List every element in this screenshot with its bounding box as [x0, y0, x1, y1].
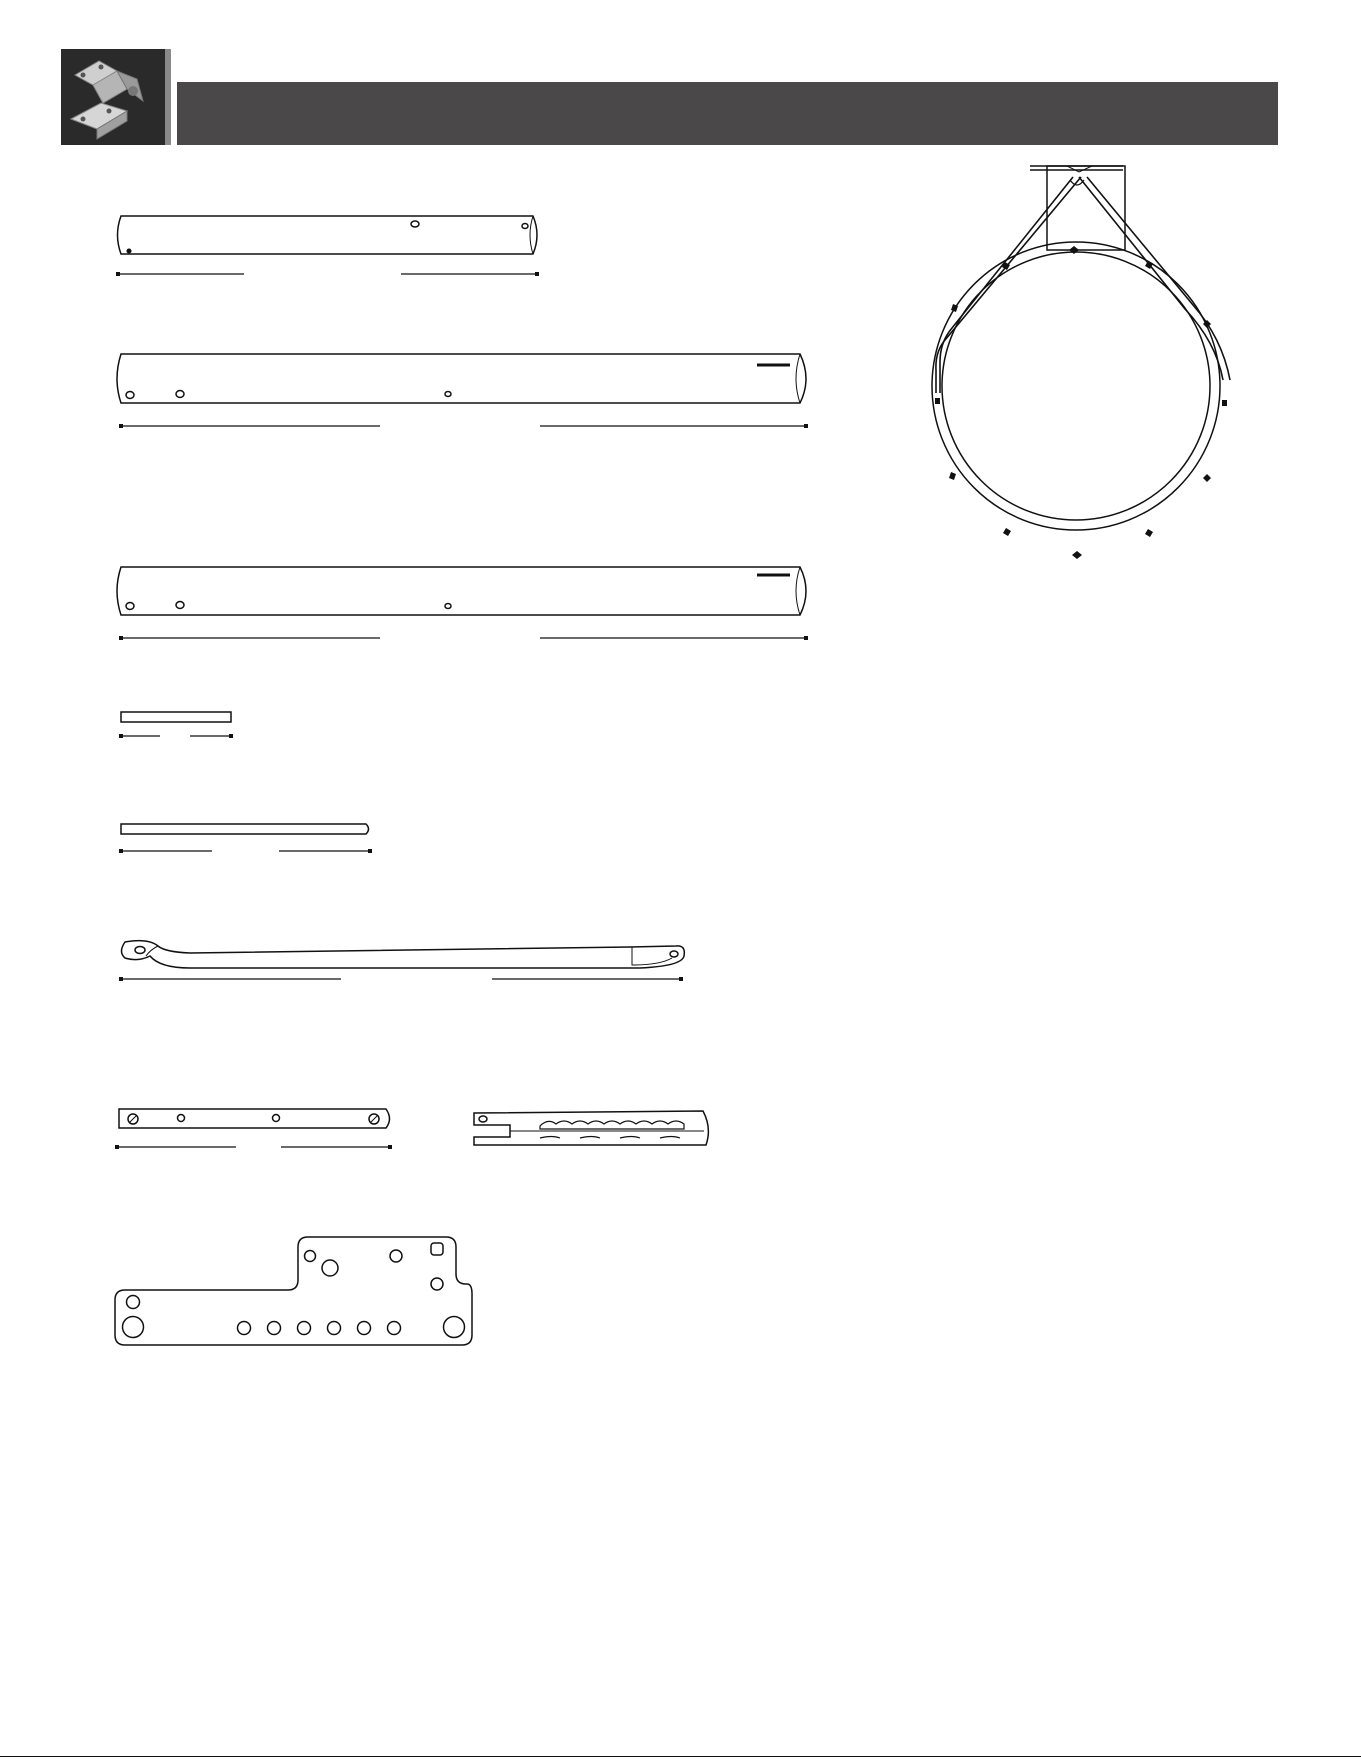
footer-rule: [0, 1756, 1361, 1757]
dimension-line-medium-rod: [119, 849, 372, 853]
dimension-line-long-tube-upper: [119, 424, 808, 428]
part-curved-arm: [122, 941, 685, 968]
part-short-tube: [118, 216, 538, 254]
dimension-line-long-tube-lower: [119, 636, 808, 640]
part-medium-rod: [121, 824, 369, 834]
dimension-line-flat-bar: [115, 1145, 392, 1149]
part-long-tube-lower: [117, 567, 806, 615]
part-flat-bar: [119, 1109, 390, 1128]
hoop-frame-assembly: [932, 166, 1230, 559]
part-short-rod: [121, 712, 231, 722]
dimension-line-short-rod: [119, 734, 233, 738]
dimension-line-curved-arm: [119, 977, 683, 981]
part-long-tube-upper: [117, 354, 806, 403]
part-slotted-bracket: [474, 1111, 708, 1145]
part-mounting-plate: [115, 1237, 472, 1345]
dimension-line-short-tube: [116, 272, 539, 276]
